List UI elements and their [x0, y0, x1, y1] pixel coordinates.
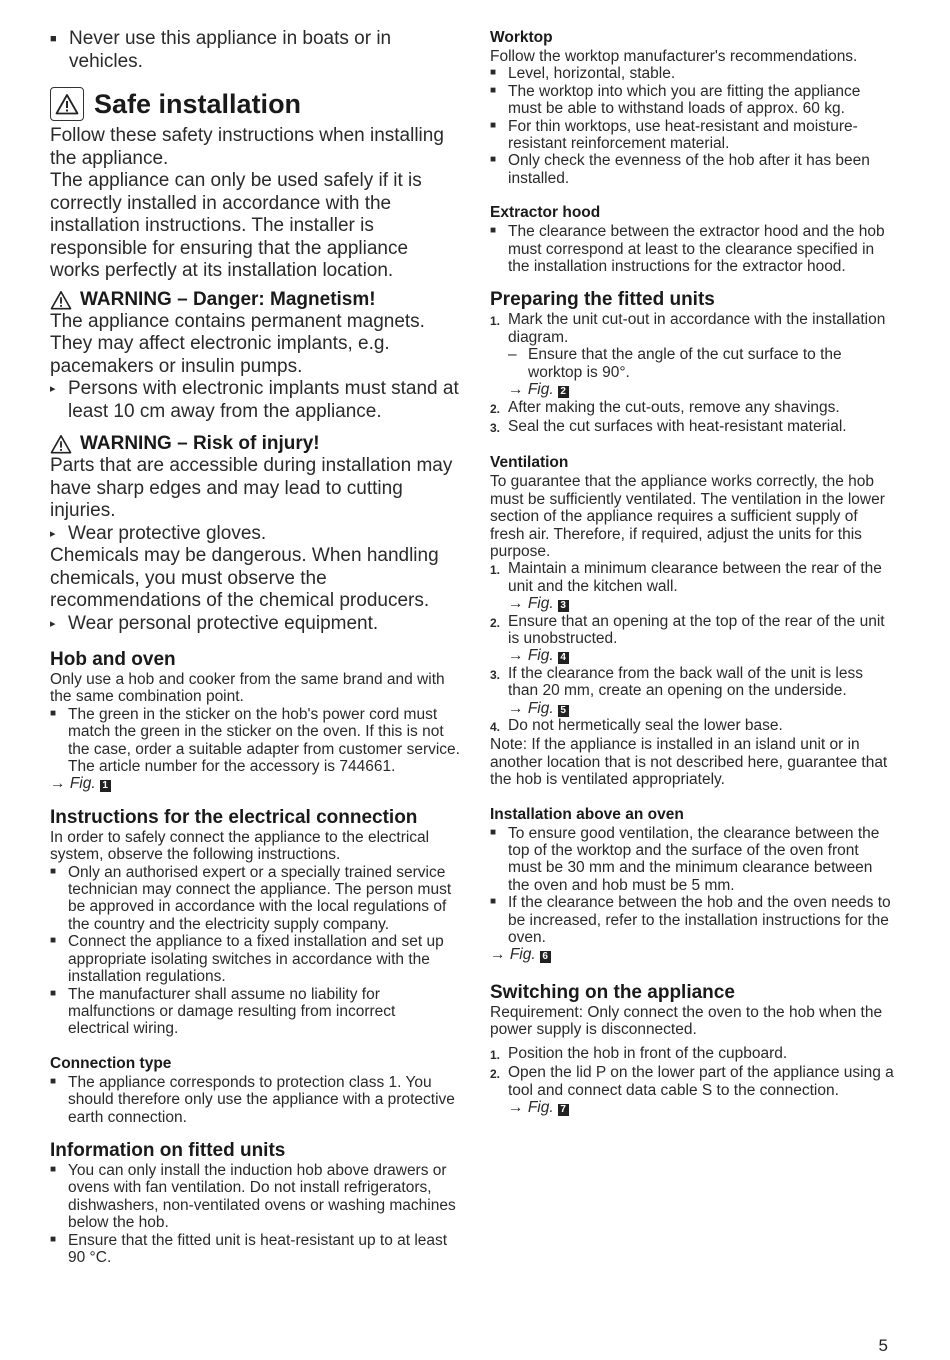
list-item: 2. Open the lid P on the lower part of the appliance using a tool and connect data cable S to the connection. — [490, 1064, 894, 1099]
section-title-electrical: Instructions for the electrical connection — [50, 806, 418, 828]
page-number: 5 — [878, 1336, 888, 1355]
triangle-right-icon: ▸ — [50, 617, 56, 630]
section-title-ventilation: Ventilation — [490, 454, 569, 472]
figure-reference: → Fig. 2 — [490, 381, 895, 398]
list-item: ■ The manufacturer shall assume no liability for malfunctions or damage resulting from incorrect electrical wiring. — [50, 985, 396, 1038]
sub-item: – Ensure that the angle of the cut surface to the worktop is 90°. — [508, 346, 842, 381]
figure-reference: → Fig. 7 — [490, 1099, 895, 1116]
arrow-right-icon: → — [490, 946, 506, 964]
paragraph: The appliance contains permanent magnets. They may affect electronic implants, e.g. pacemakers or insulin pumps. — [50, 310, 425, 377]
list-item: ■ To ensure good ventilation, the clearance between the top of the worktop and the surface of the oven front must be 30 mm and the minimum clearance between the oven and hob must be 5 mm. — [490, 824, 880, 894]
arrow-right-icon: → — [508, 1098, 524, 1116]
warning-injury-heading: WARNING – Risk of injury! — [50, 433, 460, 455]
list-item: ■ For thin worktops, use heat-resistant and moisture-resistant reinforcement material. — [490, 117, 858, 153]
figure-reference: → Fig. 4 — [490, 647, 895, 664]
list-item: ■ Never use this appliance in boats or in vehicles. — [50, 28, 392, 72]
list-item: ■ You can only install the induction hob above drawers or ovens with fan ventilation. Do not install refrigerators, dishwashers, non-ventilated ovens or washing machines below the hob. — [50, 1161, 456, 1232]
warning-icon — [50, 290, 72, 310]
list-item: ■ Level, horizontal, stable. — [490, 65, 676, 83]
list-item: 3. If the clearance from the back wall of the unit is less than 20 mm, create an opening on the underside. — [490, 664, 863, 700]
list-item: 2. Ensure that an opening at the top of the rear of the unit is unobstructed. — [490, 612, 885, 647]
paragraph: Follow these safety instructions when installing the appliance. — [50, 125, 444, 169]
list-item: ■ The worktop into which you are fitting the appliance must be able to withstand loads of approx. 60 kg. — [490, 82, 861, 118]
requirement: Requirement: Only connect the oven to the hob when the power supply is disconnected. — [490, 1003, 883, 1039]
list-item: ■ Only an authorised expert or a specially trained service technician may connect the appliance. The person must be approved in accordance with the local regulations of the country and the electricity supply company. — [50, 863, 452, 933]
paragraph: Only use a hob and cooker from the same brand and with the same combination point. — [50, 671, 445, 706]
arrow-right-icon: → — [508, 381, 524, 399]
action-item: ▸ Wear personal protective equipment. — [50, 612, 379, 634]
arrow-right-icon: → — [508, 647, 524, 665]
paragraph: Parts that are accessible during installation may have sharp edges and may lead to cutting injuries. — [50, 455, 453, 521]
list-item: ■ The appliance corresponds to protection class 1. You should therefore only use the appliance with a protective earth connection. — [50, 1073, 455, 1126]
right-column — [490, 28, 895, 1116]
section-title-switching: Switching on the appliance — [490, 981, 735, 1003]
figure-reference: → Fig. 1 — [50, 775, 460, 792]
list-item: 2. After making the cut-outs, remove any shavings. — [490, 398, 840, 416]
list-item: 3. Seal the cut surfaces with heat-resistant material. — [490, 417, 847, 435]
arrow-right-icon: → — [508, 699, 524, 717]
figure-reference: → Fig. 3 — [490, 595, 895, 612]
list-item: ■ Only check the evenness of the hob after it has been installed. — [490, 152, 870, 187]
arrow-right-icon: → — [50, 775, 66, 793]
action-item: ▸ Wear protective gloves. — [50, 522, 267, 544]
figure-reference: → Fig. 6 — [490, 946, 895, 963]
section-title-above-oven: Installation above an oven — [490, 805, 684, 823]
warning-icon — [50, 87, 84, 121]
list-item: ■ Ensure that the fitted unit is heat-resistant up to at least 90 °C. — [50, 1231, 448, 1266]
paragraph: To guarantee that the appliance works correctly, the hob must be sufficiently ventilated. The ventilation in the lower section of the appliance requires a sufficient supply of fresh air. Therefore, if required, adjust the units for this purpose. — [490, 473, 885, 560]
list-item: 1. Mark the unit cut-out in accordance with the installation diagram. — [490, 311, 886, 346]
list-item: ■ The clearance between the extractor hood and the hob must correspond at least to the clearance specified in the installation instructions for the extractor hood. — [490, 223, 885, 276]
paragraph: The appliance can only be used safely if it is correctly installed in accordance with the installation instructions. The installer is responsible for ensuring that the appliance works perfectly at its installation location. — [50, 170, 422, 281]
arrow-right-icon: → — [508, 595, 524, 613]
action-item: ▸ Persons with electronic implants must stand at least 10 cm away from the appliance. — [50, 378, 459, 422]
section-title-extractor: Extractor hood — [490, 204, 601, 222]
section-title-worktop: Worktop — [490, 29, 553, 46]
list-item: 1. Maintain a minimum clearance between the rear of the unit and the kitchen wall. — [490, 560, 882, 595]
note: Note: If the appliance is installed in an island unit or in another location that is not described here, guarantee that the hob is ventilated appropriately. — [490, 736, 888, 789]
section-title-preparing: Preparing the fitted units — [490, 289, 715, 311]
section-title-safe-installation: Safe installation — [50, 87, 460, 121]
warning-magnetism-heading: WARNING – Danger: Magnetism! — [50, 289, 460, 311]
warning-icon — [50, 434, 72, 454]
list-item: 4. Do not hermetically seal the lower base. — [490, 717, 783, 734]
left-column — [50, 28, 460, 1266]
figure-reference: → Fig. 5 — [490, 700, 895, 717]
triangle-right-icon: ▸ — [50, 383, 56, 395]
list-item: ■ The green in the sticker on the hob's power cord must match the green in the sticker on the oven. If this is not the case, order a suitable adapter from customer service. The article number for the accessory is 744661. — [50, 705, 460, 776]
section-title-fitted-units: Information on fitted units — [50, 1139, 286, 1161]
triangle-right-icon: ▸ — [50, 527, 56, 540]
section-title-hob-oven: Hob and oven — [50, 649, 176, 670]
section-title-connection-type: Connection type — [50, 1054, 172, 1072]
paragraph: Chemicals may be dangerous. When handling chemicals, you must observe the recommendations of the chemical producers. — [50, 545, 439, 611]
list-item: ■ Connect the appliance to a fixed installation and set up appropriate isolating switches in accordance with the installation regulations. — [50, 933, 444, 986]
list-item: 1. Position the hob in front of the cupboard. — [490, 1044, 788, 1062]
list-item: ■ If the clearance between the hob and the oven needs to be increased, refer to the installation instructions for the oven. — [490, 894, 891, 947]
paragraph: In order to safely connect the appliance to the electrical system, observe the following instructions. — [50, 828, 430, 864]
paragraph: Follow the worktop manufacturer's recommendations. — [490, 48, 858, 65]
